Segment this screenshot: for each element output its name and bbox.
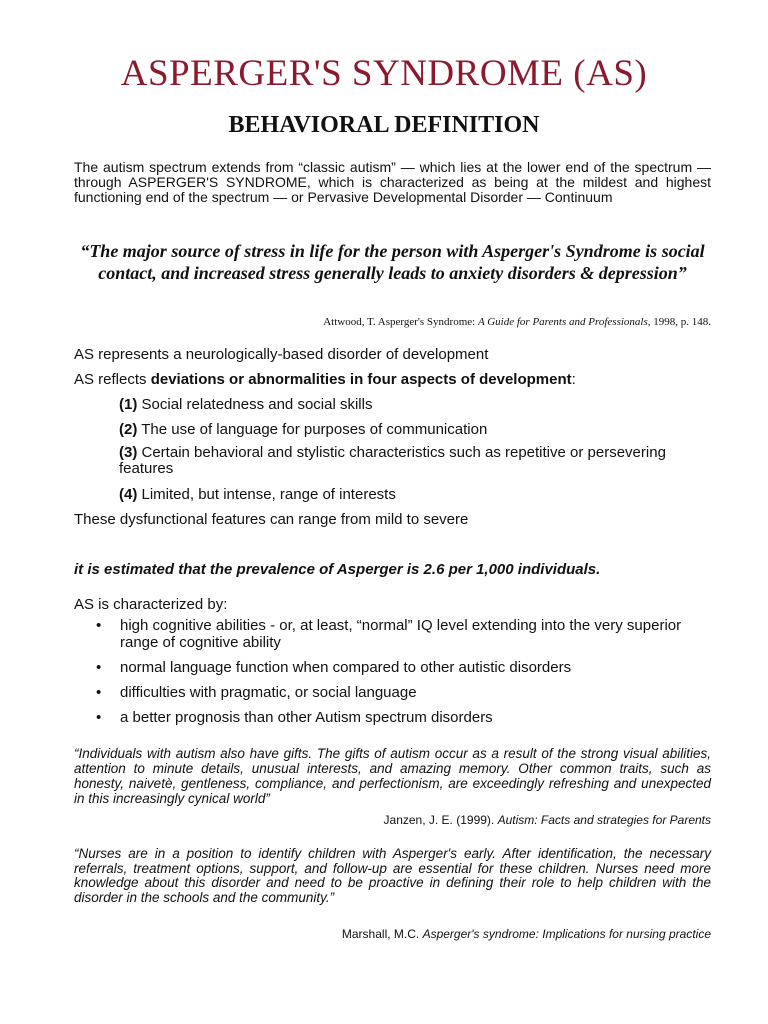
aspect-number: (1) <box>119 396 138 413</box>
aspect-item <box>119 396 679 414</box>
aspects-line <box>74 371 711 389</box>
aspect-item <box>119 445 679 477</box>
bullet-icon: • <box>96 659 102 676</box>
janzen-citation <box>74 813 711 827</box>
bullet-icon: • <box>96 684 102 701</box>
aspect-text: The use of language for purposes of communication <box>137 421 488 438</box>
aspect-text: Limited, but intense, range of interests <box>137 486 396 503</box>
aspect-number: (4) <box>119 486 138 503</box>
characteristics-list <box>74 617 711 734</box>
marshall-citation <box>74 927 711 941</box>
attwood-citation <box>74 316 711 329</box>
attwood-quote: “The major source of stress in life for the person with Asperger's Syndrome is social contact, and increased stress generally leads to anxiety disorders & depression” <box>80 241 705 283</box>
citation-author: Marshall, M.C. <box>341 927 423 941</box>
prevalence-statement: it is estimated that the prevalence of Asperger is 2.6 per 1,000 individuals. <box>74 561 601 578</box>
bullet-icon: • <box>96 617 102 634</box>
citation-title: A Guide for Parents and Professionals <box>477 316 648 328</box>
aspects-bold: deviations or abnormalities in four aspects of development <box>150 371 572 388</box>
list-item-text: high cognitive abilities - or, at least, “normal” IQ level extending into the very superior range of cognitive ability <box>120 617 682 651</box>
list-item <box>74 617 711 651</box>
janzen-quote: “Individuals with autism also have gifts. The gifts of autism occur as a result of the strong visual abilities, attention to minute details, unusual interests, and amazing memory. Other common traits, such as honesty, naivetè, gentleness, compliance, and perfectionism, are exceedingly refreshing and unexpected in this increasingly cynical world” <box>74 746 711 806</box>
list-item <box>74 709 711 726</box>
aspect-text: Social relatedness and social skills <box>137 396 373 413</box>
severity-line: These dysfunctional features can range from mild to severe <box>74 511 469 528</box>
aspect-item <box>119 421 679 439</box>
characterized-heading: AS is characterized by: <box>74 596 228 613</box>
intro-paragraph: The autism spectrum extends from “classic autism” — which lies at the lower end of the spectrum — through ASPERGER'S SYNDROME, which is characterized as being at the mildest and highest functioning end of the spectrum — or Pervasive Developmental Disorder — Continuum <box>74 159 711 205</box>
aspect-text: Certain behavioral and stylistic characteristics such as repetitive or persevering features <box>119 444 666 477</box>
list-item <box>74 659 711 676</box>
list-item <box>74 684 711 701</box>
list-item-text: normal language function when compared to other autistic disorders <box>120 659 572 676</box>
aspect-item <box>119 486 679 504</box>
citation-title: Asperger's syndrome: Implications for nursing practice <box>422 927 711 941</box>
list-item-text: a better prognosis than other Autism spectrum disorders <box>120 709 493 726</box>
definition-line: AS represents a neurologically-based disorder of development <box>74 346 489 363</box>
citation-author: Attwood, T. Asperger's Syndrome: <box>323 316 478 328</box>
page-title: ASPERGER'S SYNDROME (AS) <box>120 53 648 94</box>
citation-tail: , 1998, p. 148. <box>647 316 711 328</box>
bullet-icon: • <box>96 709 102 726</box>
marshall-quote: “Nurses are in a position to identify children with Asperger's early. After identification, the necessary referrals, treatment options, support, and follow-up are essential for these children. Nurses need more knowledge about this disorder and need to be proactive in defining their role to help children with the disorder in the schools and the community.” <box>74 846 711 905</box>
citation-author: Janzen, J. E. (1999). <box>383 813 498 827</box>
aspects-prefix: AS reflects <box>74 371 151 388</box>
aspect-number: (2) <box>119 421 138 438</box>
list-item-text: difficulties with pragmatic, or social language <box>120 684 417 701</box>
aspect-number: (3) <box>119 444 138 461</box>
section-heading: BEHAVIORAL DEFINITION <box>228 112 540 138</box>
aspects-suffix: : <box>571 371 576 388</box>
citation-title: Autism: Facts and strategies for Parents <box>497 813 711 827</box>
